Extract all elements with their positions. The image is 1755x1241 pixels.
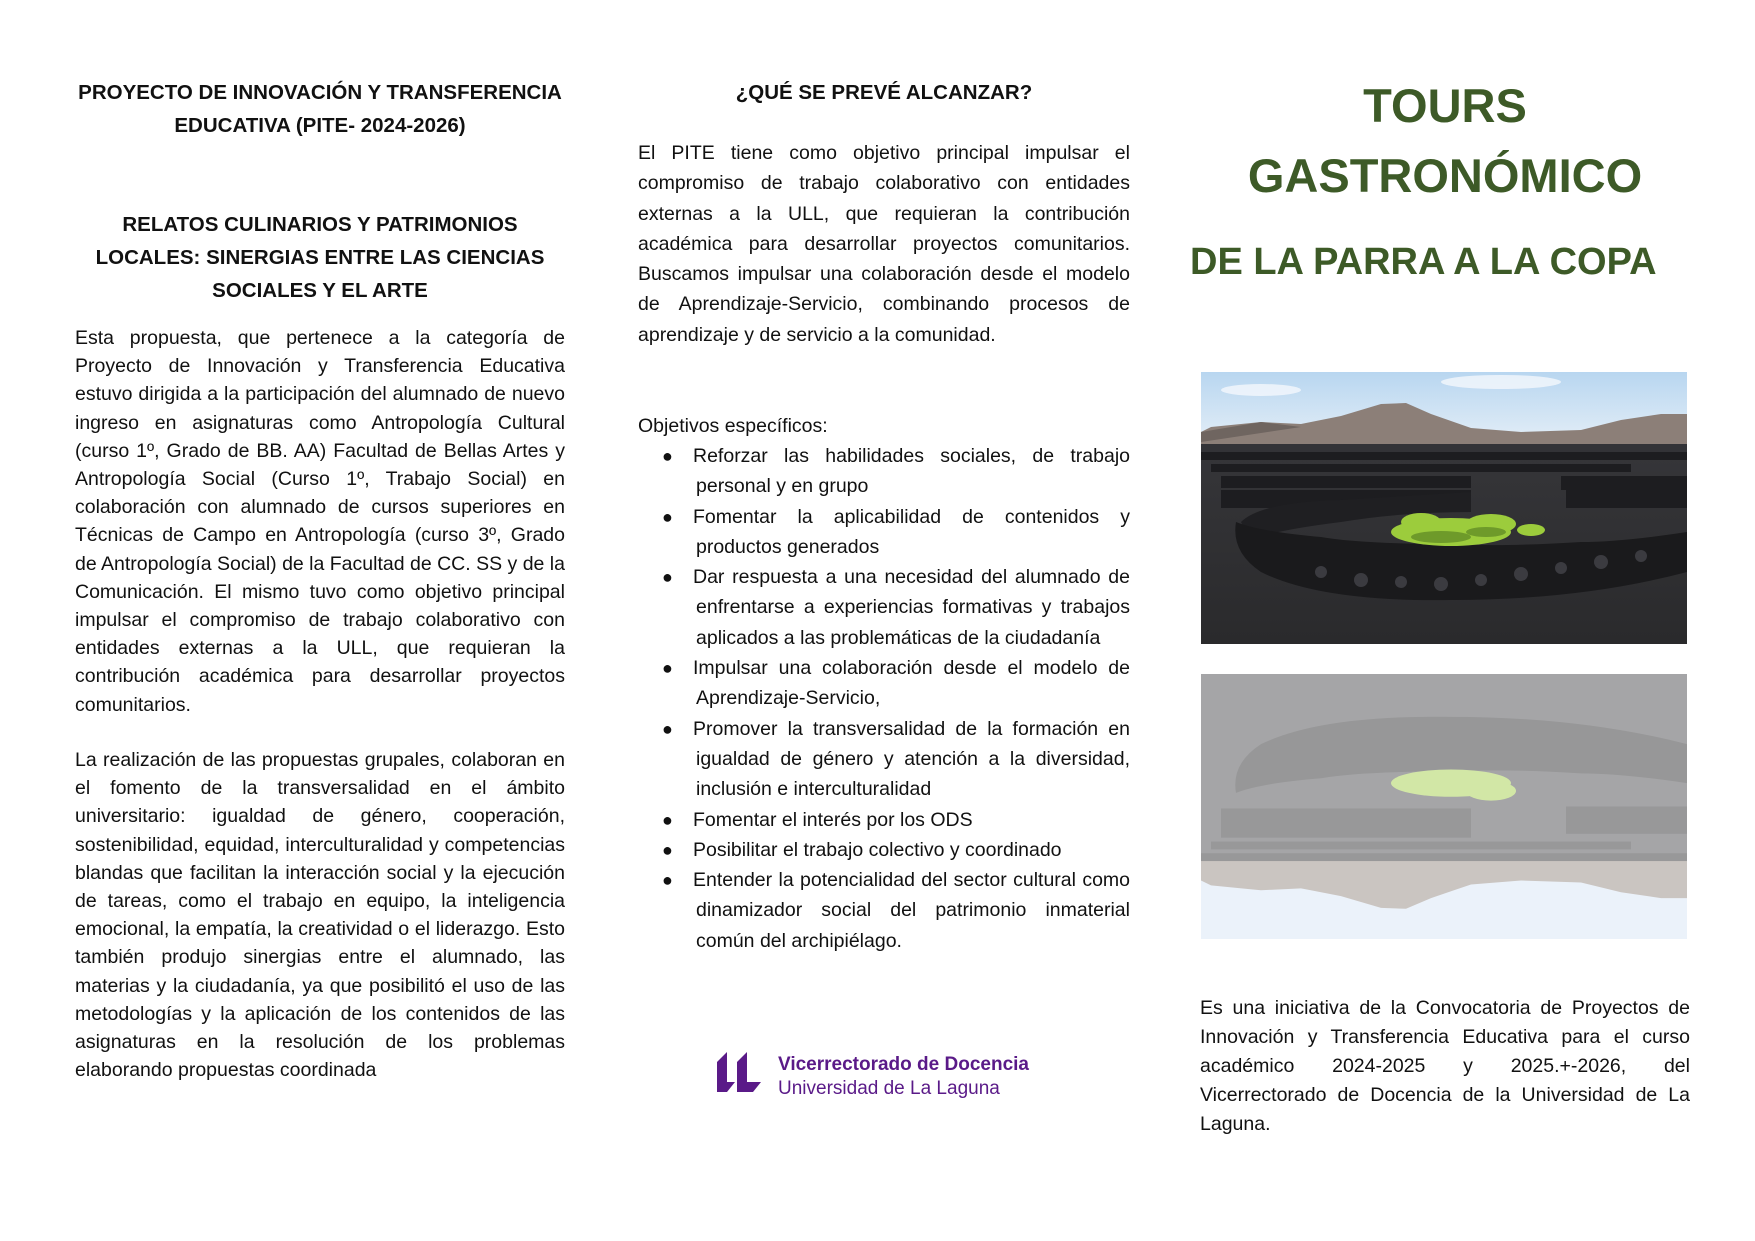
objective-item: ● Impulsar una colaboración desde el modelo de Aprendizaje-Servicio, (638, 653, 1130, 714)
ull-logo-icon (713, 1052, 765, 1096)
ull-logo (713, 1048, 1053, 1108)
objective-item: ● Dar respuesta a una necesidad del alumnado de enfrentarse a experiencias formativas y trabajos aplicados a las problemáticas de la ciudadanía (638, 562, 1130, 653)
bullet-icon: ● (662, 506, 673, 527)
bullet-icon: ● (662, 809, 673, 830)
details-paragraph: La realización de las propuestas grupales, colaboran en el fomento de la transversalidad en el ámbito universitario: igualdad de género, cooperación, sostenibilidad, equidad, interculturalidad y competencias blandas que facilitan la interacción social y la ejecución de tareas, como el trabajo en equipo, la inteligencia emocional, la empatía, la creatividad o el liderazgo. Esto también produjo sinergias entre el alumnado, las materias y la ciudadanía, ya que posibilitó el uso de las metodologías y la aplicación de los contenidos de las asignaturas en la resolución de los problemas elaborando propuestas coordinada (75, 749, 565, 1082)
initiative-note: Es una iniciativa de la Convocatoria de Proyectos de Innovación y Transferencia Educativa para el curso académico 2024-2025 y 2025.+-2026, del Vicerrectorado de Docencia de la Universidad de La Laguna. (1200, 997, 1690, 1135)
cover-title-line-2: GASTRONÓMICO (1247, 149, 1643, 202)
bullet-icon: ● (662, 567, 673, 588)
bullet-icon: ● (662, 839, 673, 860)
bullet-icon: ● (662, 718, 673, 739)
project-title: PROYECTO DE INNOVACIÓN Y TRANSFERENCIA EDUCATIVA (PITE- 2024-2026) (78, 81, 562, 137)
vineyard-reflection-photo (1201, 674, 1687, 939)
objective-item: ● Reforzar las habilidades sociales, de trabajo personal y en grupo (638, 441, 1130, 502)
intro-paragraph: Esta propuesta, que pertenece a la categoría de Proyecto de Innovación y Transferencia Educativa estuvo dirigida a la participación del alumnado de nuevo ingreso en asignaturas como Antropología Cultural (curso 1º, Grado de BB. AA) Facultad de Bellas Artes y Antropología Social (Curso 1º, Trabajo Social) en colaboración con alumnado de cursos superiores en Técnicas de Campo en Antropología (curso 3º, Grado de Antropología Social) de la Facultad de CC. SS y de la Comunicación. El mismo tuvo como objetivo principal impulsar el compromiso de trabajo colaborativo con entidades externas a la ULL, que requieran la contribución académica para desarrollar proyectos comunitarios. (75, 327, 565, 716)
objective-item: ● Fomentar el interés por los ODS (638, 805, 1130, 835)
objective-item: ● Promover la transversalidad de la formación en igualdad de género y atención a la diversidad, inclusión e interculturalidad (638, 714, 1130, 805)
objectives-label: Objetivos específicos: (638, 415, 828, 437)
cover-subtitle: DE LA PARRA A LA COPA (1190, 241, 1657, 283)
objective-item: ● Entender la potencialidad del sector cultural como dinamizador social del patrimonio inmaterial común del archipiélago. (638, 865, 1130, 956)
bullet-icon: ● (662, 658, 673, 679)
goals-paragraph: El PITE tiene como objetivo principal impulsar el compromiso de trabajo colaborativo con entidades externas a la ULL, que requieran la contribución académica para desarrollar proyectos comunitarios. Buscamos impulsar una colaboración desde el modelo de Aprendizaje-Servicio, combinando procesos de aprendizaje y de servicio a la comunidad. (638, 142, 1130, 346)
logo-line-1: Vicerrectorado de Docencia (778, 1054, 1029, 1075)
bullet-icon: ● (662, 446, 673, 466)
bullet-icon: ● (662, 870, 673, 891)
objective-item: ● Posibilitar el trabajo colectivo y coordinado (638, 835, 1130, 865)
cover-title-line-1: TOURS (1363, 79, 1527, 132)
goals-heading: ¿QUÉ SE PREVÉ ALCANZAR? (735, 81, 1033, 104)
objectives-list (638, 441, 1130, 956)
logo-line-2: Universidad de La Laguna (778, 1078, 1000, 1099)
vineyard-photo (1201, 372, 1687, 644)
project-subtitle: RELATOS CULINARIOS Y PATRIMONIOS LOCALES: SINERGIAS ENTRE LAS CIENCIAS SOCIALES Y EL ARTE (95, 213, 545, 302)
objective-item: ● Fomentar la aplicabilidad de contenidos y productos generados (638, 502, 1130, 563)
